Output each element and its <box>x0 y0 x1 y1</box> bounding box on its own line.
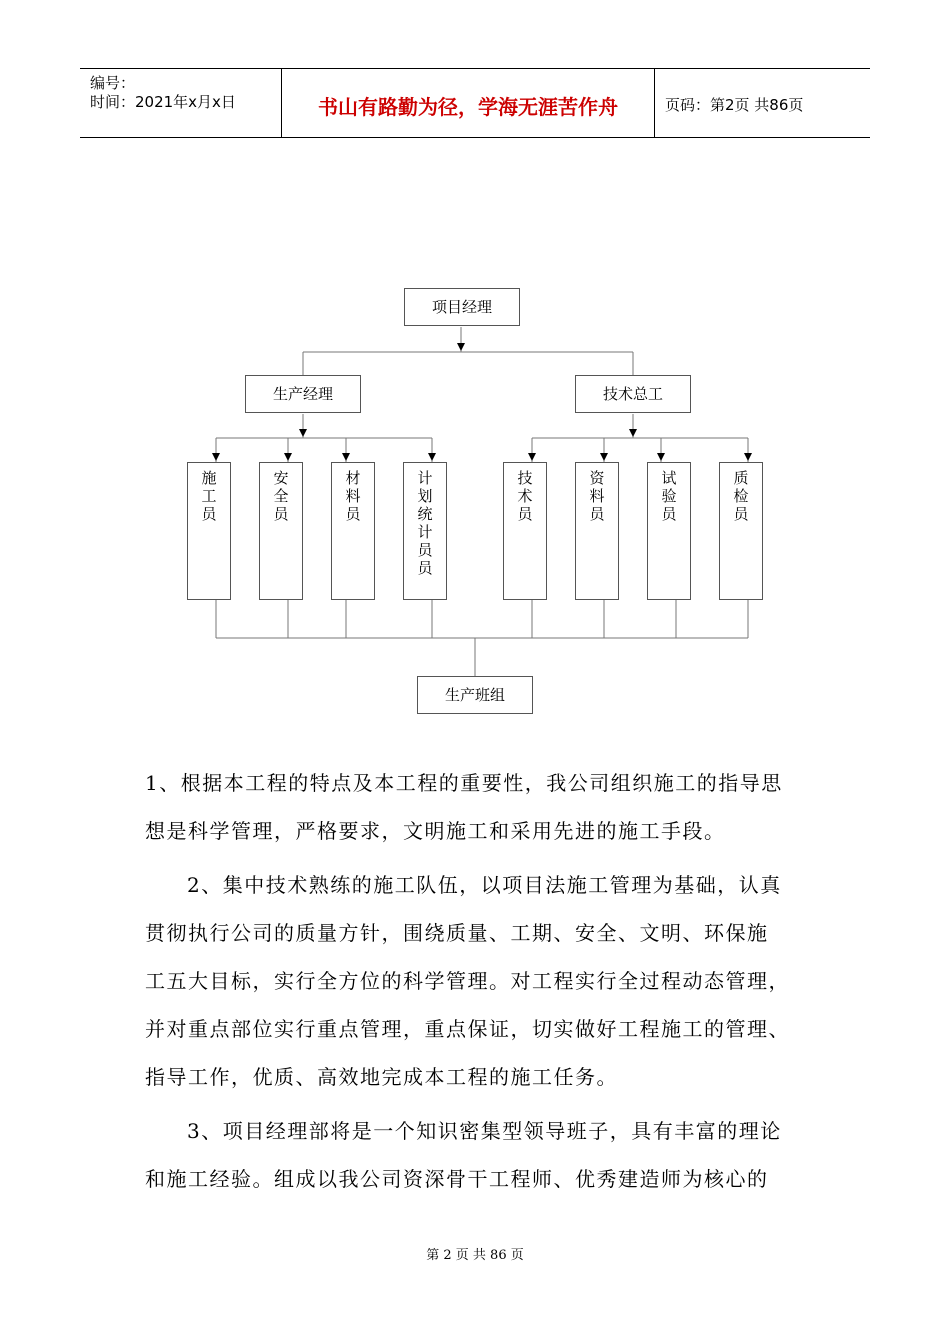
paragraph-2-line-2: 贯彻执行公司的质量方针，围绕质量、工期、安全、文明、环保施 <box>145 921 769 945</box>
paragraph-2-line-1: 2、集中技术熟练的施工队伍，以项目法施工管理为基础，认真 <box>187 873 782 897</box>
role-char: 质 <box>733 469 749 487</box>
role-char: 工 <box>201 487 217 505</box>
org-box-quality-inspector <box>719 462 763 600</box>
role-char: 划 <box>417 487 433 505</box>
role-char: 检 <box>733 487 749 505</box>
paragraph-2-line-3: 工五大目标，实行全方位的科学管理。对工程实行全过程动态管理， <box>145 969 790 993</box>
role-char: 员 <box>589 505 605 523</box>
org-box-project-manager: 项目经理 <box>404 288 520 326</box>
role-char: 资 <box>589 469 605 487</box>
org-box-planning-statistician <box>403 462 447 600</box>
header-meta-cell <box>80 69 282 137</box>
role-char: 员 <box>517 505 533 523</box>
header-motto: 书山有路勤为径，学海无涯苦作舟 <box>318 95 618 119</box>
role-char: 术 <box>517 487 533 505</box>
role-char: 安 <box>273 469 289 487</box>
role-char: 料 <box>345 487 361 505</box>
page-header <box>80 68 870 138</box>
org-box-materials-officer <box>331 462 375 600</box>
role-char: 员 <box>733 505 749 523</box>
org-box-chief-engineer: 技术总工 <box>575 375 691 413</box>
paragraph-2-line-5: 指导工作，优质、高效地完成本工程的施工任务。 <box>145 1065 618 1089</box>
role-char: 员 <box>273 505 289 523</box>
header-page-number: 页码：第2页 共86页 <box>665 96 804 114</box>
document-date-label: 时间：2021年x月x日 <box>90 93 236 111</box>
org-box-construction-worker <box>187 462 231 600</box>
paragraph-3-line-2: 和施工经验。组成以我公司资深骨干工程师、优秀建造师为核心的 <box>145 1167 769 1191</box>
org-box-production-manager: 生产经理 <box>245 375 361 413</box>
org-box-documentation-officer <box>575 462 619 600</box>
document-number-label: 编号： <box>90 74 136 92</box>
header-motto-cell <box>282 69 655 137</box>
org-box-production-team: 生产班组 <box>417 676 533 714</box>
org-box-technician <box>503 462 547 600</box>
role-char: 员 <box>201 505 217 523</box>
paragraph-1-line-1: 1、根据本工程的特点及本工程的重要性，我公司组织施工的指导思 <box>145 771 783 795</box>
role-char: 验 <box>661 487 677 505</box>
org-box-test-officer <box>647 462 691 600</box>
role-char: 员 <box>417 559 433 577</box>
role-char: 施 <box>201 469 217 487</box>
role-char: 全 <box>273 487 289 505</box>
role-char: 材 <box>345 469 361 487</box>
page-footer: 第 2 页 共 86 页 <box>426 1248 524 1263</box>
role-char: 计 <box>417 469 433 487</box>
role-char: 员 <box>345 505 361 523</box>
role-char: 统 <box>417 505 433 523</box>
role-char: 技 <box>517 469 533 487</box>
role-char: 员 <box>417 541 433 559</box>
paragraph-3-line-1: 3、项目经理部将是一个知识密集型领导班子，具有丰富的理论 <box>187 1119 782 1143</box>
role-char: 料 <box>589 487 605 505</box>
role-char: 员 <box>661 505 677 523</box>
paragraph-1-line-2: 想是科学管理，严格要求，文明施工和采用先进的施工手段。 <box>145 819 726 843</box>
role-char: 试 <box>661 469 677 487</box>
header-page-cell <box>655 69 870 137</box>
paragraph-2-line-4: 并对重点部位实行重点管理，重点保证，切实做好工程施工的管理、 <box>145 1017 790 1041</box>
role-char: 计 <box>417 523 433 541</box>
org-box-safety-officer <box>259 462 303 600</box>
